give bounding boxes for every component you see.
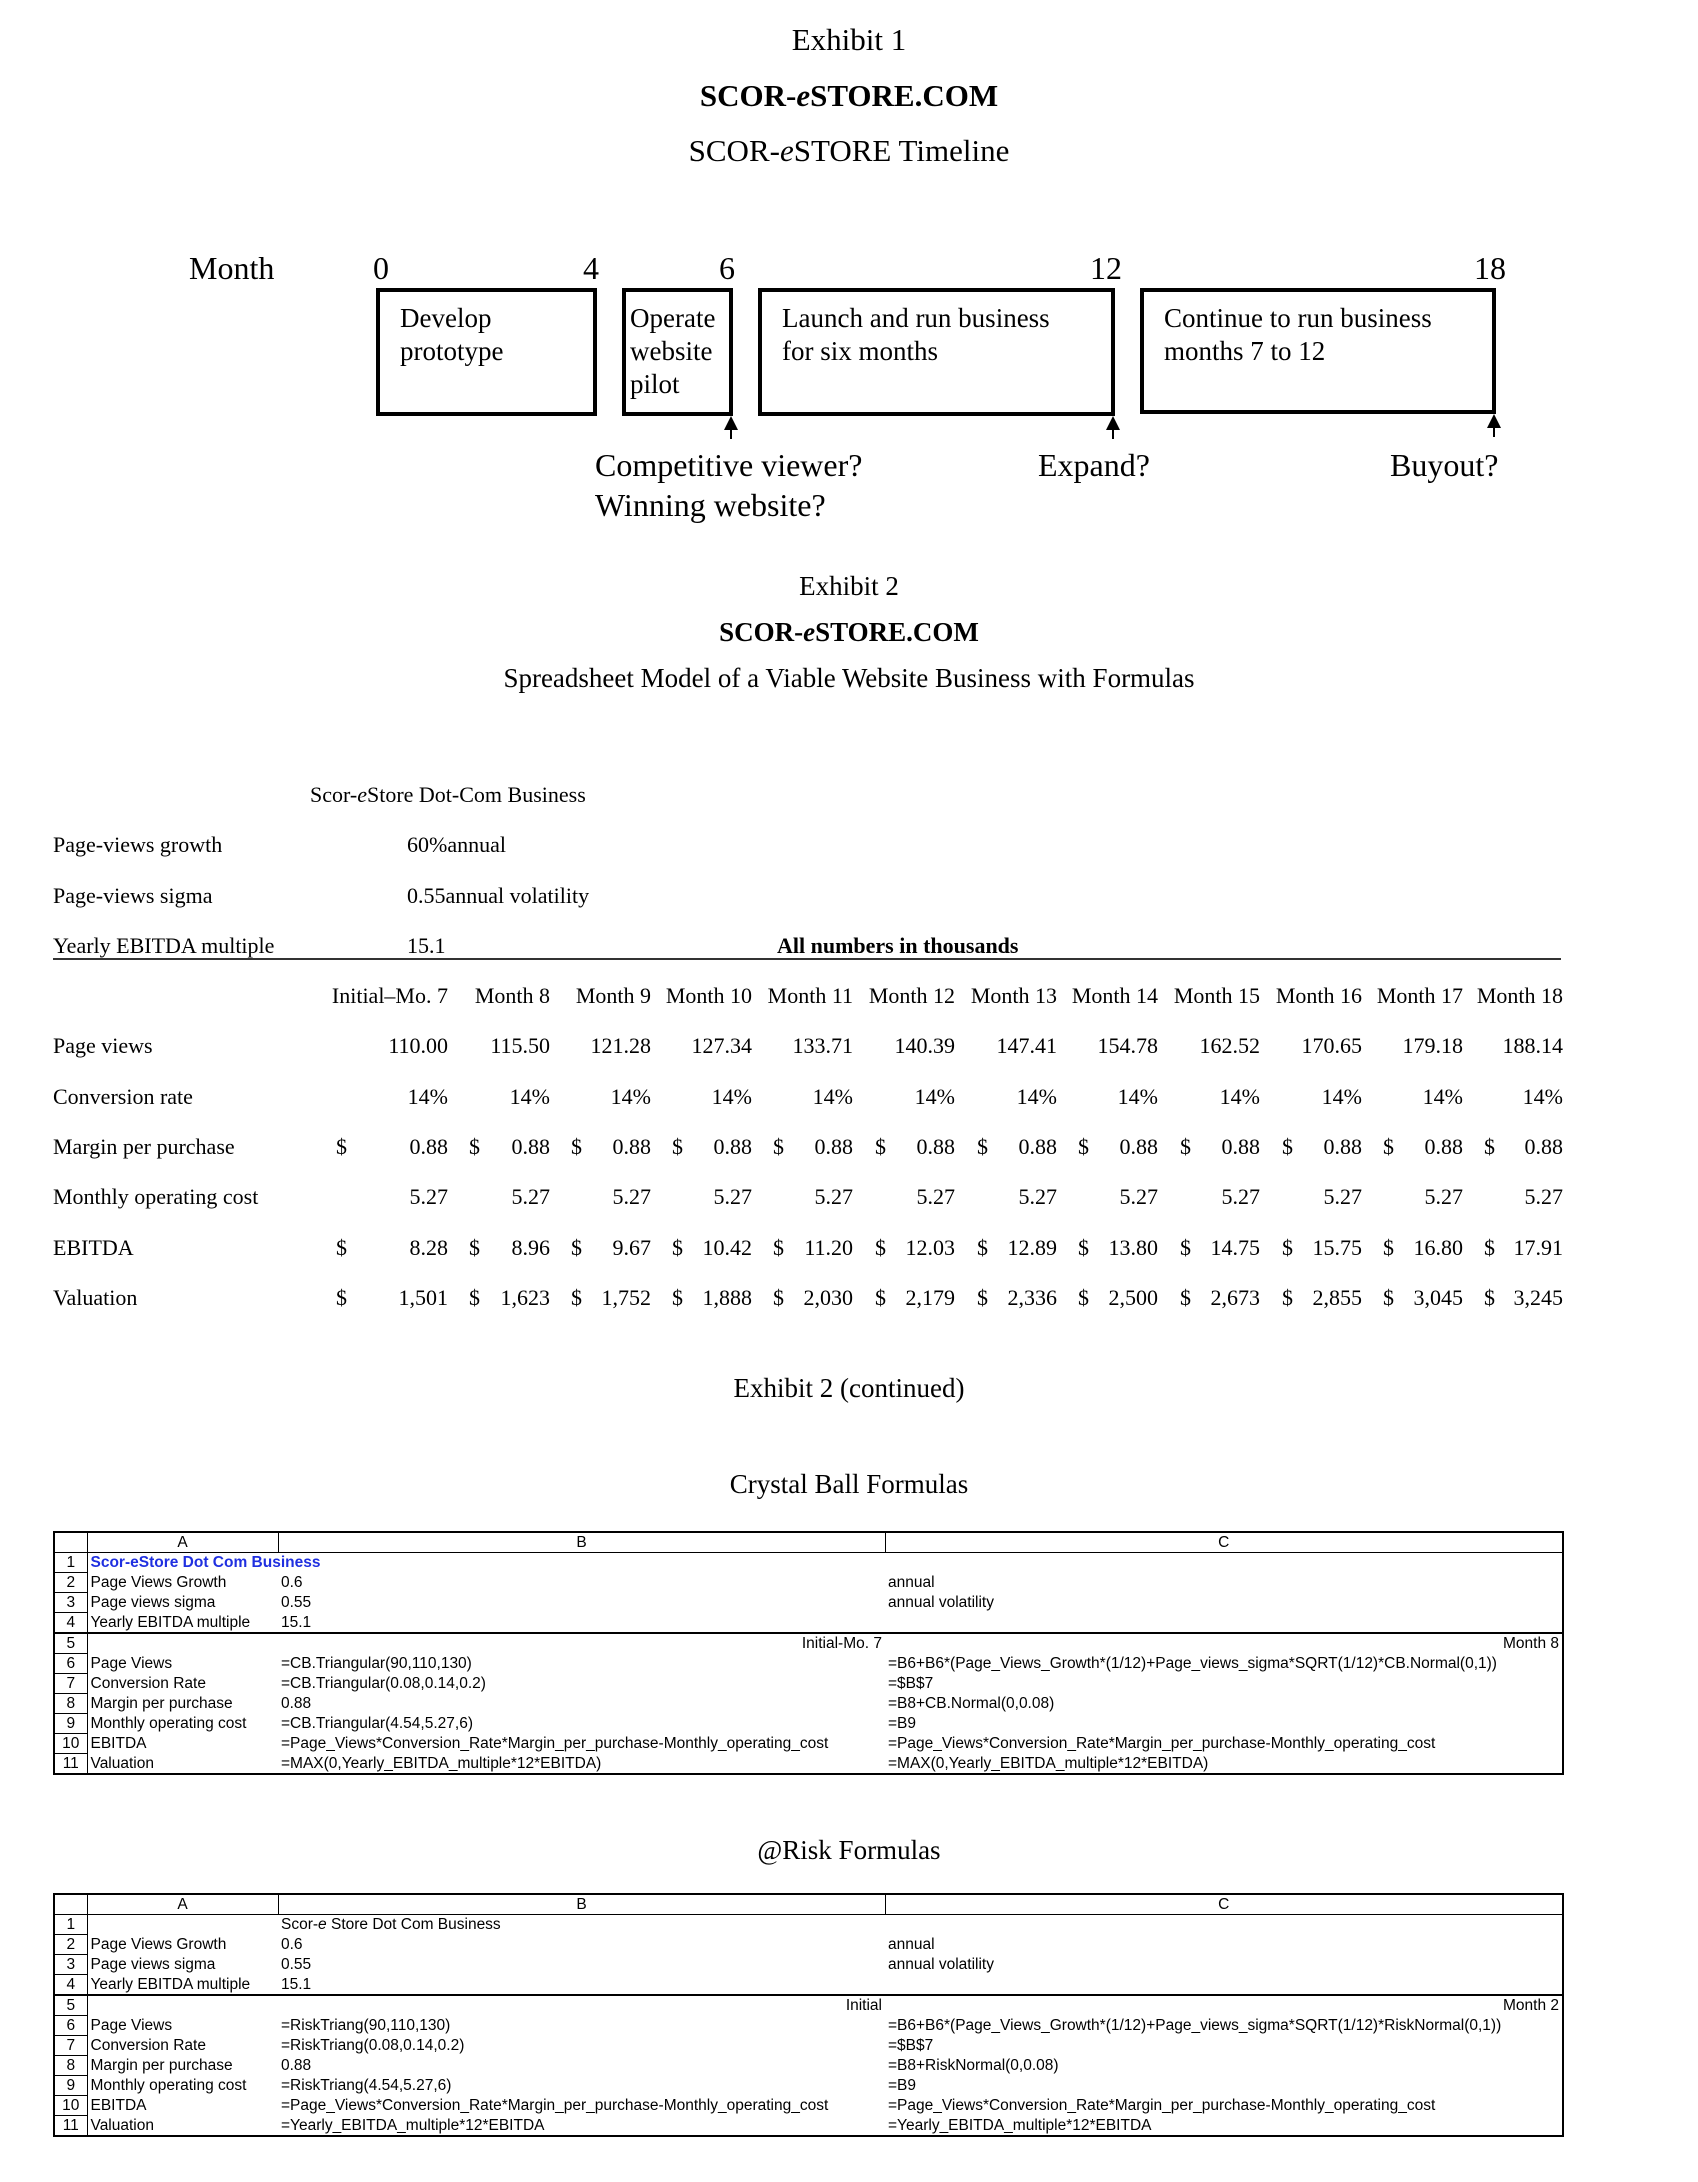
row-label: Monthly operating cost <box>53 1184 259 1209</box>
cell-value: 170.65 <box>1301 1033 1362 1058</box>
row-number[interactable]: 5 <box>54 1995 87 2016</box>
currency-symbol: $ <box>1180 1235 1191 1260</box>
param-value: 60%annual <box>407 832 506 857</box>
cell-a[interactable]: Conversion Rate <box>87 1674 278 1694</box>
cell-b[interactable]: =CB.Triangular(0.08,0.14,0.2) <box>281 1675 486 1692</box>
cell-value: 5.27 <box>814 1184 853 1209</box>
cell-value: 2,179 <box>905 1285 955 1310</box>
sheet-row <box>54 1553 1563 1573</box>
row-label: Margin per purchase <box>53 1134 235 1159</box>
currency-symbol: $ <box>773 1235 784 1260</box>
sheet-corner <box>54 1894 87 1915</box>
sheet-row <box>54 1754 1563 1775</box>
cell-a[interactable]: Valuation <box>87 1754 278 1775</box>
cell-value: 14% <box>407 1084 448 1109</box>
cell-c[interactable]: Month 8 <box>885 1633 1563 1654</box>
sheet-row <box>54 1734 1563 1754</box>
cell-value: 12.03 <box>905 1235 955 1260</box>
cell-value: 110.00 <box>388 1033 448 1058</box>
sheet-row <box>54 2056 1563 2076</box>
currency-symbol: $ <box>875 1134 886 1159</box>
currency-symbol: $ <box>1484 1134 1495 1159</box>
phase-continue-business <box>1140 288 1496 414</box>
cell-value: 154.78 <box>1097 1033 1158 1058</box>
cell-b[interactable]: =CB.Triangular(4.54,5.27,6) <box>281 1715 473 1732</box>
currency-symbol: $ <box>1383 1134 1394 1159</box>
cell-b[interactable]: =RiskTriang(90,110,130) <box>281 2017 451 2034</box>
currency-symbol: $ <box>1383 1235 1394 1260</box>
row-number[interactable]: 8 <box>54 1694 87 1714</box>
cell-c[interactable]: annual <box>885 1935 1563 1955</box>
currency-symbol: $ <box>1078 1134 1089 1159</box>
sheet-row <box>54 1915 1563 1935</box>
cell-a[interactable]: Page Views <box>87 2016 278 2036</box>
cell-value: 5.27 <box>1524 1184 1563 1209</box>
cell-value: 9.67 <box>612 1235 651 1260</box>
cell-a[interactable]: Scor-eStore Dot Com Business <box>87 1553 278 1573</box>
cell-value: 179.18 <box>1402 1033 1463 1058</box>
sheet-row <box>54 2036 1563 2056</box>
cell-c[interactable]: =MAX(0,Yearly_EBITDA_multiple*12*EBITDA) <box>885 1754 1563 1775</box>
currency-symbol: $ <box>1484 1235 1495 1260</box>
cell-value: 5.27 <box>1424 1184 1463 1209</box>
cell-value: 14% <box>1219 1084 1260 1109</box>
decision-competitive <box>595 445 862 525</box>
sheet-row <box>54 1935 1563 1955</box>
row-number[interactable]: 11 <box>54 2116 87 2137</box>
header-rule <box>53 958 1561 960</box>
cell-value: 0.88 <box>713 1134 752 1159</box>
cell-value: 2,855 <box>1312 1285 1362 1310</box>
currency-symbol: $ <box>571 1235 582 1260</box>
sheet-row <box>54 1613 1563 1634</box>
column-header: Month 18 <box>1476 983 1563 1008</box>
cell-a[interactable]: EBITDA <box>87 2096 278 2116</box>
cell-c[interactable]: =B9 <box>885 1714 1563 1734</box>
cell-b[interactable]: 0.88 <box>281 2057 312 2074</box>
cell-value: 14% <box>914 1084 955 1109</box>
cell-c[interactable]: =Page_Views*Conversion_Rate*Margin_per_purchase-Monthly_operating_cost <box>885 2096 1563 2116</box>
column-header-b[interactable]: B <box>278 1532 885 1553</box>
tick-4: 4 <box>583 250 599 286</box>
row-number[interactable]: 2 <box>54 1935 87 1955</box>
sheet-row <box>54 1975 1563 1996</box>
currency-symbol: $ <box>1078 1235 1089 1260</box>
exhibit2-subtitle: Spreadsheet Model of a Viable Website Business with Formulas <box>503 663 1195 693</box>
cell-value: 0.88 <box>1524 1134 1563 1159</box>
cell-value: 17.91 <box>1513 1235 1563 1260</box>
sheet-row <box>54 2016 1563 2036</box>
phase-text: Continue to run business <box>1164 303 1432 333</box>
currency-symbol: $ <box>1484 1285 1495 1310</box>
cell-b[interactable]: 0.55 <box>281 1956 312 1973</box>
cell-value: 1,623 <box>500 1285 550 1310</box>
currency-symbol: $ <box>773 1134 784 1159</box>
cell-value: 1,888 <box>702 1285 752 1310</box>
row-label: Page views <box>53 1033 153 1058</box>
cell-b[interactable]: =Page_Views*Conversion_Rate*Margin_per_purchase-Monthly_operating_cost <box>281 1735 829 1752</box>
param-value: 15.1 <box>407 933 446 958</box>
cell-value: 0.88 <box>409 1134 448 1159</box>
cell-value: 14% <box>509 1084 550 1109</box>
phase-develop-prototype <box>376 288 597 416</box>
row-number[interactable]: 8 <box>54 2056 87 2076</box>
cell-value: 5.27 <box>1221 1184 1260 1209</box>
timeline-axis-label: Month <box>189 250 275 286</box>
cell-value: 115.50 <box>490 1033 550 1058</box>
row-number[interactable]: 9 <box>54 1714 87 1734</box>
cell-c[interactable]: annual <box>885 1573 1563 1593</box>
currency-symbol: $ <box>1282 1235 1293 1260</box>
exhibit2-company: SCOR-eSTORE.COM <box>719 617 979 647</box>
cell-value: 127.34 <box>691 1033 752 1058</box>
cell-b[interactable]: =Yearly_EBITDA_multiple*12*EBITDA <box>281 2116 545 2134</box>
cell-b[interactable]: 0.55 <box>281 1594 312 1611</box>
currency-symbol: $ <box>469 1235 480 1260</box>
sheet-row <box>54 2076 1563 2096</box>
sheet-corner <box>54 1532 87 1553</box>
row-number[interactable]: 3 <box>54 1955 87 1975</box>
column-header-b[interactable]: B <box>278 1894 885 1915</box>
cell-value: 14% <box>1422 1084 1463 1109</box>
cell-value: 2,500 <box>1108 1285 1158 1310</box>
cell-c[interactable]: =B9 <box>885 2076 1563 2096</box>
cell-a[interactable] <box>87 1915 278 1935</box>
column-header: Month 8 <box>474 983 550 1008</box>
currency-symbol: $ <box>977 1134 988 1159</box>
cell-b[interactable]: Initial-Mo. 7 <box>278 1633 885 1654</box>
cell-value: 0.88 <box>1323 1134 1362 1159</box>
tick-0: 0 <box>373 250 389 286</box>
row-number[interactable]: 7 <box>54 2036 87 2056</box>
column-header: Month 12 <box>868 983 955 1008</box>
crystal-ball-sheet <box>53 1531 1564 1775</box>
tick-18: 18 <box>1474 250 1506 286</box>
cell-value: 15.75 <box>1312 1235 1362 1260</box>
currency-symbol: $ <box>1078 1285 1089 1310</box>
phase-operate-pilot <box>622 288 733 416</box>
cell-value: 0.88 <box>1424 1134 1463 1159</box>
cell-b[interactable]: =MAX(0,Yearly_EBITDA_multiple*12*EBITDA) <box>281 1754 602 1772</box>
cell-b[interactable]: 15.1 <box>281 1613 312 1631</box>
tick-12: 12 <box>1090 250 1122 286</box>
cell-c[interactable]: =$B$7 <box>885 2036 1563 2056</box>
risk-sheet <box>53 1893 1564 2137</box>
cell-value: 3,245 <box>1513 1285 1563 1310</box>
cell-value: 2,030 <box>803 1285 853 1310</box>
sheet-row <box>54 1633 1563 1654</box>
param-label: Page-views sigma <box>53 883 213 908</box>
currency-symbol: $ <box>1383 1285 1394 1310</box>
cell-value: 2,336 <box>1007 1285 1057 1310</box>
row-number[interactable]: 5 <box>54 1633 87 1654</box>
cell-value: 2,673 <box>1210 1285 1260 1310</box>
column-header: Month 15 <box>1173 983 1260 1008</box>
phase-text: pilot <box>630 369 680 399</box>
cell-b[interactable]: Scor-e Store Dot Com Business <box>281 1916 501 1934</box>
arrow-stem <box>1112 429 1114 439</box>
cell-b[interactable]: 0.88 <box>281 1695 312 1712</box>
sheet-row <box>54 1714 1563 1734</box>
currency-symbol: $ <box>336 1235 347 1260</box>
sheet-row <box>54 1674 1563 1694</box>
sheet-row <box>54 1694 1563 1714</box>
cell-a[interactable]: Monthly operating cost <box>87 2076 278 2096</box>
cell-value: 5.27 <box>1323 1184 1362 1209</box>
cell-value: 16.80 <box>1413 1235 1463 1260</box>
cell-c[interactable] <box>885 1613 1563 1634</box>
cell-a[interactable]: Page Views Growth <box>87 1935 278 1955</box>
sheet-row <box>54 1995 1563 2016</box>
row-number[interactable]: 2 <box>54 1573 87 1593</box>
cell-b[interactable]: =Page_Views*Conversion_Rate*Margin_per_purchase-Monthly_operating_cost <box>281 2097 829 2114</box>
cell-value: 14.75 <box>1210 1235 1260 1260</box>
model-title: Scor-eStore Dot-Com Business <box>310 782 586 807</box>
currency-symbol: $ <box>1180 1285 1191 1310</box>
row-number[interactable]: 1 <box>54 1553 87 1573</box>
column-header: Month 9 <box>575 983 651 1008</box>
arrow-up-icon <box>724 416 738 430</box>
cell-c[interactable]: =B8+CB.Normal(0,0.08) <box>885 1694 1563 1714</box>
cell-value: 1,501 <box>398 1285 448 1310</box>
phase-text: Launch and run business <box>782 303 1050 333</box>
cell-value: 162.52 <box>1199 1033 1260 1058</box>
column-header-c[interactable]: C <box>885 1532 1563 1553</box>
column-header: Initial–Mo. 7 <box>331 983 448 1008</box>
row-label: EBITDA <box>53 1235 134 1260</box>
sheet-row <box>54 1573 1563 1593</box>
currency-symbol: $ <box>1180 1134 1191 1159</box>
param-value: 0.55annual volatility <box>407 883 590 908</box>
cell-c[interactable]: =Page_Views*Conversion_Rate*Margin_per_purchase-Monthly_operating_cost <box>885 1734 1563 1754</box>
arrow-up-icon <box>1106 416 1120 430</box>
currency-symbol: $ <box>1282 1134 1293 1159</box>
cell-value: 8.96 <box>511 1235 550 1260</box>
cell-value: 3,045 <box>1413 1285 1463 1310</box>
crystal-ball-title: Crystal Ball Formulas <box>729 1469 969 1499</box>
cell-value: 5.27 <box>1119 1184 1158 1209</box>
cell-value: 11.20 <box>804 1235 853 1260</box>
currency-symbol: $ <box>469 1134 480 1159</box>
cell-value: 10.42 <box>702 1235 752 1260</box>
column-header-c[interactable]: C <box>885 1894 1563 1915</box>
row-number[interactable]: 1 <box>54 1915 87 1935</box>
cell-value: 5.27 <box>1018 1184 1057 1209</box>
row-number[interactable]: 9 <box>54 2076 87 2096</box>
decision-text: Winning website? <box>595 487 826 523</box>
exhibit2-cont-label: Exhibit 2 (continued) <box>733 1373 965 1403</box>
exhibit1-title: SCOR-eSTORE Timeline <box>688 133 1010 168</box>
cell-a[interactable]: Valuation <box>87 2116 278 2137</box>
cell-c[interactable]: annual volatility <box>885 1593 1563 1613</box>
currency-symbol: $ <box>469 1285 480 1310</box>
cell-value: 140.39 <box>894 1033 955 1058</box>
cell-a[interactable]: Monthly operating cost <box>87 1714 278 1734</box>
cell-value: 0.88 <box>1119 1134 1158 1159</box>
cell-value: 14% <box>711 1084 752 1109</box>
currency-symbol: $ <box>672 1235 683 1260</box>
cell-b[interactable] <box>278 1553 885 1573</box>
cell-value: 188.14 <box>1502 1033 1563 1058</box>
cell-c[interactable] <box>885 1915 1563 1935</box>
row-number[interactable]: 6 <box>54 2016 87 2036</box>
param-label: Page-views growth <box>53 832 223 857</box>
decision-buyout: Buyout? <box>1390 447 1499 483</box>
column-header: Month 10 <box>665 983 752 1008</box>
cell-value: 14% <box>1522 1084 1563 1109</box>
cell-value: 12.89 <box>1007 1235 1057 1260</box>
cell-a[interactable]: Margin per purchase <box>87 1694 278 1714</box>
units-note: All numbers in thousands <box>777 933 1019 958</box>
cell-value: 147.41 <box>996 1033 1057 1058</box>
cell-a[interactable]: Page Views <box>87 1654 278 1674</box>
currency-symbol: $ <box>672 1285 683 1310</box>
row-number[interactable]: 11 <box>54 1754 87 1775</box>
phase-text: Develop <box>400 303 492 333</box>
row-number[interactable]: 10 <box>54 1734 87 1754</box>
currency-symbol: $ <box>336 1285 347 1310</box>
cell-c[interactable]: annual volatility <box>885 1955 1563 1975</box>
currency-symbol: $ <box>773 1285 784 1310</box>
column-header: Month 16 <box>1275 983 1362 1008</box>
sheet-row <box>54 1955 1563 1975</box>
cell-value: 14% <box>610 1084 651 1109</box>
cell-value: 5.27 <box>713 1184 752 1209</box>
arrow-stem <box>730 429 732 439</box>
cell-a[interactable]: Page Views Growth <box>87 1573 278 1593</box>
cell-a[interactable] <box>87 1995 278 2016</box>
cell-value: 0.88 <box>814 1134 853 1159</box>
row-label: Valuation <box>53 1285 138 1310</box>
cell-c[interactable]: =$B$7 <box>885 1674 1563 1694</box>
cell-a[interactable]: Yearly EBITDA multiple <box>87 1613 278 1634</box>
cell-value: 0.88 <box>1018 1134 1057 1159</box>
cell-value: 0.88 <box>612 1134 651 1159</box>
cell-value: 14% <box>1321 1084 1362 1109</box>
row-number[interactable]: 7 <box>54 1674 87 1694</box>
cell-value: 133.71 <box>792 1033 853 1058</box>
cell-value: 0.88 <box>1221 1134 1260 1159</box>
cell-a[interactable]: EBITDA <box>87 1734 278 1754</box>
cell-value: 14% <box>1016 1084 1057 1109</box>
cell-b[interactable]: =CB.Triangular(90,110,130) <box>281 1655 472 1672</box>
row-number[interactable]: 10 <box>54 2096 87 2116</box>
currency-symbol: $ <box>977 1235 988 1260</box>
cell-value: 121.28 <box>590 1033 651 1058</box>
cell-value: 5.27 <box>916 1184 955 1209</box>
decision-expand: Expand? <box>1038 447 1150 483</box>
sheet-row <box>54 1593 1563 1613</box>
currency-symbol: $ <box>977 1285 988 1310</box>
cell-value: 14% <box>812 1084 853 1109</box>
row-number[interactable]: 4 <box>54 1975 87 1996</box>
currency-symbol: $ <box>571 1134 582 1159</box>
sheet-row <box>54 2096 1563 2116</box>
column-header: Month 13 <box>970 983 1057 1008</box>
column-header-a[interactable]: A <box>87 1532 278 1553</box>
cell-c[interactable] <box>885 1553 1563 1573</box>
cell-b[interactable]: =RiskTriang(4.54,5.27,6) <box>281 2077 452 2094</box>
arrow-up-icon <box>1487 414 1501 428</box>
cell-value: 14% <box>1117 1084 1158 1109</box>
currency-symbol: $ <box>336 1134 347 1159</box>
cell-value: 0.88 <box>511 1134 550 1159</box>
row-label: Conversion rate <box>53 1084 193 1109</box>
decision-text: Competitive viewer? <box>595 447 863 483</box>
column-header: Month 11 <box>767 983 853 1008</box>
exhibit1-company: SCOR-eSTORE.COM <box>699 78 999 113</box>
sheet-row <box>54 1654 1563 1674</box>
cell-b[interactable]: 15.1 <box>281 1975 312 1993</box>
cell-b[interactable]: 0.6 <box>281 1574 303 1591</box>
cell-c[interactable]: =Yearly_EBITDA_multiple*12*EBITDA <box>885 2116 1563 2137</box>
risk-title: @Risk Formulas <box>757 1835 941 1865</box>
exhibit1-label: Exhibit 1 <box>791 22 907 57</box>
cell-a[interactable]: Conversion Rate <box>87 2036 278 2056</box>
arrow-stem <box>1493 427 1495 437</box>
phase-text: months 7 to 12 <box>1164 336 1326 366</box>
cell-b[interactable]: Initial <box>278 1995 885 2016</box>
exhibit2-label: Exhibit 2 <box>799 571 899 601</box>
cell-value: 13.80 <box>1108 1235 1158 1260</box>
cell-a[interactable]: Yearly EBITDA multiple <box>87 1975 278 1996</box>
column-header: Month 14 <box>1071 983 1158 1008</box>
cell-b[interactable]: 0.6 <box>281 1936 303 1953</box>
param-label: Yearly EBITDA multiple <box>53 933 275 958</box>
cell-b[interactable]: =RiskTriang(0.08,0.14,0.2) <box>281 2037 465 2054</box>
phase-text: prototype <box>400 336 504 366</box>
phase-launch-business <box>758 288 1115 416</box>
row-number[interactable]: 6 <box>54 1654 87 1674</box>
phase-text: website <box>630 336 713 366</box>
phase-text: for six months <box>782 336 939 366</box>
column-header-a[interactable]: A <box>87 1894 278 1915</box>
phase-text: Operate <box>630 303 716 333</box>
currency-symbol: $ <box>1282 1285 1293 1310</box>
column-header: Month 17 <box>1376 983 1463 1008</box>
cell-c[interactable]: Month 2 <box>885 1995 1563 2016</box>
cell-value: 5.27 <box>409 1184 448 1209</box>
cell-value: 0.88 <box>916 1134 955 1159</box>
cell-value: 8.28 <box>409 1235 448 1260</box>
sheet-row <box>54 2116 1563 2137</box>
row-number[interactable]: 3 <box>54 1593 87 1613</box>
cell-c[interactable]: =B6+B6*(Page_Views_Growth*(1/12)+Page_views_sigma*SQRT(1/12)*CB.Normal(0,1)) <box>885 1654 1563 1674</box>
cell-value: 5.27 <box>511 1184 550 1209</box>
cell-value: 1,752 <box>601 1285 651 1310</box>
row-number[interactable]: 4 <box>54 1613 87 1634</box>
currency-symbol: $ <box>875 1235 886 1260</box>
tick-6: 6 <box>719 250 735 286</box>
cell-c[interactable]: =B8+RiskNormal(0,0.08) <box>885 2056 1563 2076</box>
cell-c[interactable]: =B6+B6*(Page_Views_Growth*(1/12)+Page_views_sigma*SQRT(1/12)*RiskNormal(0,1)) <box>885 2016 1563 2036</box>
cell-a[interactable]: Page views sigma <box>87 1955 278 1975</box>
currency-symbol: $ <box>875 1285 886 1310</box>
currency-symbol: $ <box>571 1285 582 1310</box>
cell-a[interactable] <box>87 1633 278 1654</box>
cell-value: 5.27 <box>612 1184 651 1209</box>
cell-c[interactable] <box>885 1975 1563 1996</box>
cell-a[interactable]: Margin per purchase <box>87 2056 278 2076</box>
currency-symbol: $ <box>672 1134 683 1159</box>
cell-a[interactable]: Page views sigma <box>87 1593 278 1613</box>
